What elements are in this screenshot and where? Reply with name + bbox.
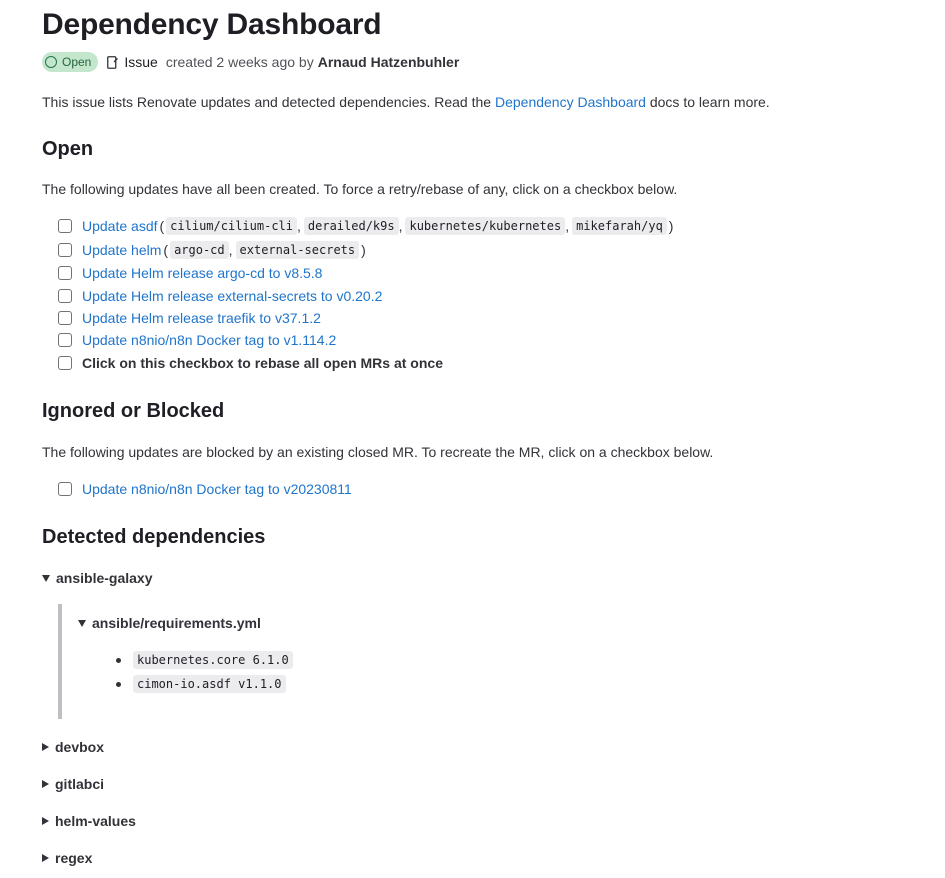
details-summary-ansible-galaxy[interactable]: ansible-galaxy [42,570,153,586]
intro-text: This issue lists Renovate updates and detected dependencies. Read the Dependency Dashboard docs to learn more. [42,94,770,110]
open-circle-icon [45,56,57,68]
task-item [58,265,322,281]
task-link[interactable]: Update asdf [82,218,158,234]
task-checkbox[interactable] [58,311,72,325]
task-link[interactable]: Update Helm release external-secrets to v0.20.2 [82,288,383,304]
task-item [58,332,336,348]
blocked-description: The following updates are blocked by an existing closed MR. To recreate the MR, click on a checkbox below. [42,444,714,460]
task-item [58,481,352,497]
status-label: Open [62,55,92,69]
code-span: mikefarah/yq [572,217,667,235]
details-summary-file[interactable]: ansible/requirements.yml [78,615,261,631]
task-checkbox[interactable] [58,243,72,257]
caret-right-icon [42,817,49,825]
task-checkbox[interactable] [58,482,72,496]
task-link[interactable]: Update helm [82,242,162,258]
created-text: created 2 weeks ago by [165,54,314,70]
details-summary-helm-values[interactable]: helm-values [42,813,136,829]
task-checkbox[interactable] [58,333,72,347]
bullet [116,658,121,663]
code-span: derailed/k9s [304,217,399,235]
author-link[interactable]: Arnaud Hatzenbuhler [317,54,460,70]
task-link[interactable]: Update n8nio/n8n Docker tag to v20230811 [82,481,352,497]
task-link[interactable]: Update n8nio/n8n Docker tag to v1.114.2 [82,332,337,348]
code-span: cilium/cilium-cli [166,217,297,235]
rebase-all-checkbox[interactable] [58,356,72,370]
section-heading-detected: Detected dependencies [42,526,266,548]
caret-down-icon [78,620,86,627]
issue-meta [42,52,459,72]
caret-right-icon [42,854,49,862]
open-description: The following updates have all been created. To force a retry/rebase of any, click on a checkbox below. [42,181,678,197]
task-checkbox[interactable] [58,266,72,280]
code-span: argo-cd [170,241,229,259]
task-item: Update asdf ( cilium/cilium-cli , derailed/k9s , kubernetes/kubernetes , mikefarah/yq ) [58,217,675,235]
caret-down-icon [42,575,50,582]
task-checkbox[interactable] [58,289,72,303]
task-item: Update helm ( argo-cd , external-secrets ) [58,241,368,259]
code-span: kubernetes.core 6.1.0 [133,651,293,669]
details-summary-devbox[interactable]: devbox [42,739,104,755]
task-item [58,310,321,326]
section-heading-open: Open [42,138,94,160]
bullet [116,682,121,687]
caret-right-icon [42,780,49,788]
list-item [116,651,293,669]
page-title: Dependency Dashboard [42,8,382,41]
caret-right-icon [42,743,49,751]
issue-type-label: Issue [124,54,158,70]
details-summary-regex[interactable]: regex [42,850,92,866]
issue-type-icon [107,56,118,69]
list-item [116,675,286,693]
details-summary-gitlabci[interactable]: gitlabci [42,776,104,792]
status-badge [42,52,98,72]
rebase-all-label: Click on this checkbox to rebase all open MRs at once [82,355,443,371]
section-heading-blocked: Ignored or Blocked [42,400,225,422]
task-item-rebase-all [58,355,443,371]
dependency-dashboard-docs-link[interactable]: Dependency Dashboard [494,94,646,110]
blockquote-bar [58,604,62,719]
code-span: kubernetes/kubernetes [405,217,565,235]
task-checkbox[interactable] [58,219,72,233]
task-link[interactable]: Update Helm release traefik to v37.1.2 [82,310,321,326]
code-span: cimon-io.asdf v1.1.0 [133,675,286,693]
task-link[interactable]: Update Helm release argo-cd to v8.5.8 [82,265,323,281]
task-item [58,288,382,304]
code-span: external-secrets [236,241,360,259]
